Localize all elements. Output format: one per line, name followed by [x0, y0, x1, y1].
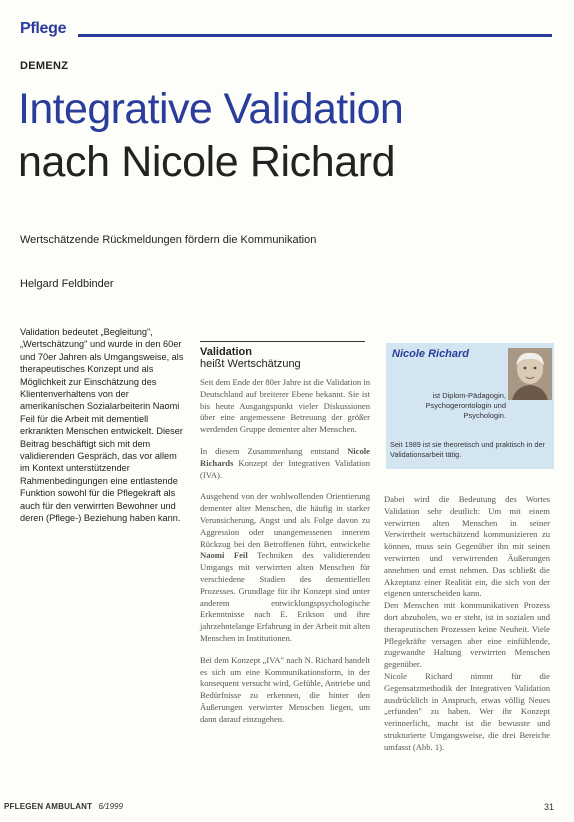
- info-box: [386, 343, 554, 469]
- col2-p3-start: Ausgehend von der wohlwollenden Orientierung dementer alter Menschen, die häufig in starker Verunsicherung, Angst und als Folge davon zu Aggression oder unangemessenen innerem Rückzug bei den Betroffenen führt, entwickelte: [200, 491, 370, 549]
- col2-paragraph-4: Bei dem Konzept „IVA" nach N. Richard handelt es sich um eine Kommunikationsform, in der konsequent versucht wird, Gefühle, Antriebe und Bedürfnisse zu erkennen, die hinter den Äußerungen verwirrter Menschen liegen, um dann darauf einzugehen.: [200, 654, 370, 724]
- info-box-name: Nicole Richard: [392, 348, 470, 360]
- col2-p2-start: In diesem Zusammenhang entstand: [200, 445, 340, 456]
- column-2: [200, 346, 370, 736]
- col2-p2-name: Nicole Richards: [200, 445, 370, 468]
- footer-issue: 6/1999: [98, 802, 123, 811]
- info-box-bio: ist Diplom-Pädagogin, Psychogerontologin und Psychologin.: [425, 391, 506, 420]
- section-tag: Pflege: [20, 20, 67, 37]
- col2-p2-end: Konzept der Integrativen Validation (IVA).: [200, 457, 370, 480]
- footer-magazine: PFLEGEN AMBULANT: [4, 802, 93, 811]
- footer: [4, 802, 554, 811]
- subtitle: Wertschätzende Rückmeldungen fördern die Kommunikation: [20, 234, 317, 246]
- portrait-photo: [508, 348, 552, 400]
- col3-paragraph-2: Den Menschen mit kommunikativen Prozess dort abzuholen, wo er steht, ist in sozialen und therapeutischen Prozessen keine Neuheit. Viele Pflegekräfte versagen aber eine einfühlende, zugewandte Haltung verwirrten Menschen gegenüber.: [384, 600, 550, 670]
- col2-paragraph-1: Seit dem Ende der 80er Jahre ist die Validation in Deutschland auf breiterer Ebene bekannt. Sie ist bis heute Ausgangspunkt vieler Diskussionen über eine angemessene Betreuung der größer werdenden Gruppe dementer alter Menschen.: [200, 377, 371, 435]
- column-3: [384, 494, 550, 754]
- author: Helgard Feldbinder: [20, 278, 114, 290]
- kicker: DEMENZ: [20, 60, 69, 72]
- col3-paragraph-3: Nicole Richard nimmt für die Gegensatzmethodik der Integrativen Validation ausdrücklich in Anspruch, etwas völlig Neues „erfunden" zu haben. Wer ihr Konzept verinnerlicht, macht ist die bewusste und strukturierte Umgangsweise, die drei Bereiche umfasst (Abb. 1).: [384, 670, 550, 752]
- intro-column: [20, 326, 184, 536]
- col2-p3-name: Naomi Feil: [200, 550, 248, 561]
- page-title-line1: Integrative Validation: [18, 85, 404, 133]
- page-number: 31: [543, 802, 554, 812]
- col3-paragraph-1: Dabei wird die Bedeutung des Wortes Validation sehr deutlich: Um mit einem verwirrten alten Menschen in seiner Verwirrtheit wertschätzend kommunizieren zu können, muss sein Gegenüber ihn mit seinen verwirrten und verwirrenden Äußerungen annehmen und ernst nehmen. Das schließt die Akzeptanz einer Realität ein, die sich von der eigenen unterscheiden kann.: [384, 494, 550, 599]
- page-title-line2: nach Nicole Richard: [18, 138, 396, 186]
- info-box-experience: Seit 1989 ist sie theoretisch und praktisch in der Validationsarbeit tätig.: [390, 440, 545, 459]
- section-subheading: heißt Wertschätzung: [200, 358, 301, 370]
- section-heading: Validation: [200, 346, 252, 358]
- col2-paragraph-3: [200, 491, 370, 644]
- col2-paragraph-2: [200, 446, 370, 481]
- section-rule: [78, 34, 552, 37]
- intro-paragraph: Validation bedeutet „Begleitung", „Wertschätzung" und wurde in den 60er und 70er Jahren als Umgangsweise, als therapeutisches Konzept und als Möglichkeit zur Einschätzung des Klientenverhaltens von der amerikanischen Sozialarbeiterin Naomi Feil für die Arbeit mit dementiell erkrankten Menschen entwickelt. Dieser Beitrag beschäftigt sich mit dem validierenden Gespräch, das vor allem im Kontext unterstützender Rahmenbedingungen eine entlastende Funktion sowohl für die Pflegekraft als auch für den verwirrten Bewohner und deren (Pflege-) Beziehung haben kann.: [20, 327, 184, 524]
- column-2-rule: [200, 341, 365, 342]
- col2-p3-end: Techniken des validierenden Umgangs mit verwirrten alten Menschen für verschiedene Stadien des dementiellen Prozesses. Grundlage für ihr Konzept sind unter anderem entwicklungspsychologische Erkenntnisse nach E. Erikson und ihre jahrzehntelange Erfahrung in der Arbeit mit alten Menschen in Institutionen.: [200, 550, 370, 643]
